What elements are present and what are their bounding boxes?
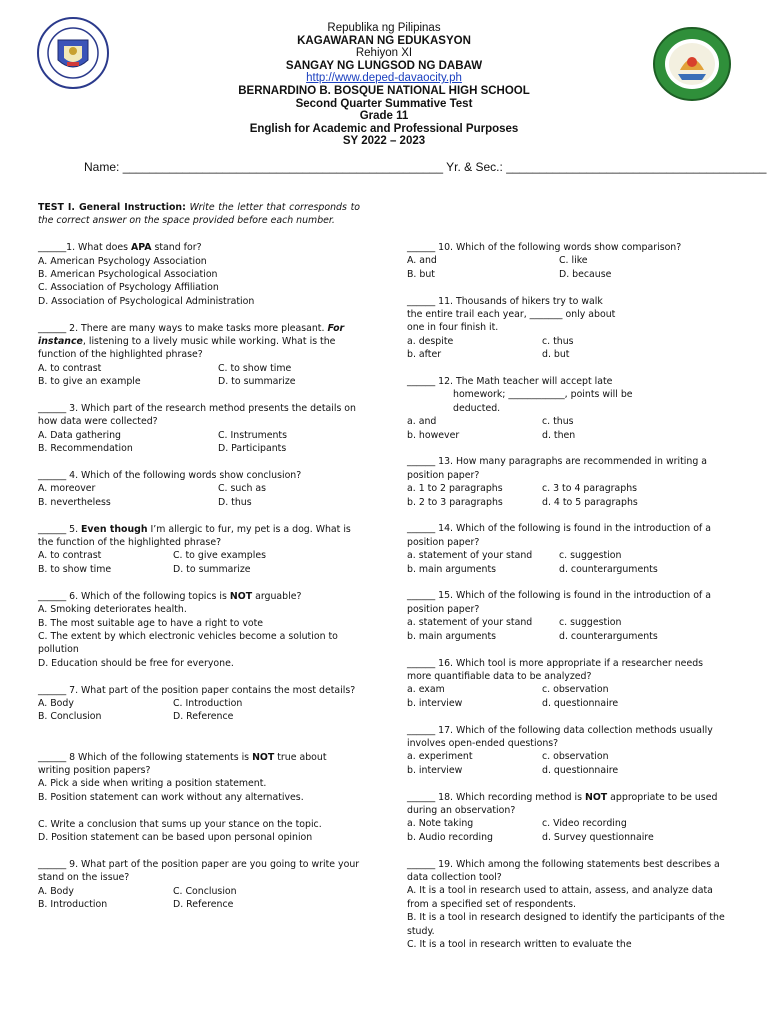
choice: C. to show time	[218, 362, 292, 374]
choice: B. but	[407, 268, 435, 280]
question-14: ______ 14. Which of the following is found in the introduction of a position paper? a. statement of your stand c. suggestion b. main arguments d. counterarguments	[407, 523, 711, 575]
answer-blank[interactable]: ______	[38, 242, 67, 254]
choice: c. thus	[542, 335, 574, 347]
answer-blank[interactable]: ______	[407, 791, 436, 803]
choice: D. thus	[218, 496, 252, 508]
answer-blank[interactable]: ______	[407, 376, 436, 388]
choice: B. Conclusion	[38, 711, 102, 723]
choice: A. to contrast	[38, 362, 102, 374]
choice: C. Conclusion	[173, 885, 237, 897]
choice: B. American Psychological Association	[38, 269, 218, 281]
choice: A. and	[407, 255, 437, 267]
answer-blank[interactable]: ______	[38, 751, 67, 763]
header-division: SANGAY NG LUNGSOD NG DABAW	[285, 59, 483, 72]
section-line-field[interactable]: _______________________________________	[506, 160, 767, 174]
answer-blank[interactable]: ______	[38, 590, 67, 602]
section-label: Yr. & Sec.:	[446, 160, 503, 174]
question-13: ______ 13. How many paragraphs are recommended in writing a position paper? a. 1 to 2 paragraphs c. 3 to 4 paragraphs b. 2 to 3 paragraphs d. 4 to 5 paragraphs	[407, 456, 707, 508]
question-2: ______ 2. There are many ways to make tasks more pleasant. For instance, listening to a lively music while working. What is the function of the highlighted phrase? A. to contrast C. to show time B. to give an example D. to summarize	[38, 322, 345, 388]
choice: c. observation	[542, 751, 609, 763]
choice: b. main arguments	[407, 563, 497, 575]
choice: D. to summarize	[173, 563, 251, 575]
question-17: ______ 17. Which of the following data collection methods usually involves open-ended questions? a. experiment c. observation b. interview d. questionnaire	[407, 724, 713, 776]
header-region: Rehiyon XI	[355, 47, 413, 60]
choice: A. American Psychology Association	[38, 255, 207, 267]
name-line-field[interactable]: ________________________________________________	[122, 160, 444, 174]
choice: d. 4 to 5 paragraphs	[542, 496, 638, 508]
choice: A. moreover	[38, 483, 96, 495]
left-column	[38, 201, 360, 911]
general-instruction	[38, 201, 360, 228]
choice: A. Data gathering	[38, 429, 122, 441]
answer-blank[interactable]: ______	[407, 724, 436, 736]
answer-blank[interactable]: ______	[38, 322, 67, 334]
header-department: KAGAWARAN NG EDUKASYON	[297, 34, 471, 47]
choice: C. like	[559, 255, 588, 267]
choice: d. counterarguments	[559, 563, 658, 575]
answer-blank[interactable]: ______	[407, 657, 436, 669]
question-9: ______ 9. What part of the position paper are you going to write your stand on the issue? A. Body C. Conclusion B. Introduction D. Reference	[38, 858, 360, 910]
header-school-year: SY 2022 – 2023	[342, 135, 426, 148]
choice: D. Participants	[218, 443, 287, 455]
choice: c. suggestion	[559, 617, 622, 629]
choice: A. Smoking deteriorates health.	[38, 604, 187, 616]
choice: c. thus	[542, 416, 574, 428]
choice: B. The most suitable age to have a right to vote	[38, 617, 264, 629]
question-7: ______ 7. What part of the position paper contains the most details? A. Body C. Introduction B. Conclusion D. Reference	[38, 684, 356, 723]
choice: A. Pick a side when writing a position statement.	[38, 778, 267, 790]
choice: a. experiment	[407, 751, 473, 763]
choice: a. and	[407, 416, 437, 428]
choice: a. Note taking	[407, 818, 474, 830]
header-website-link[interactable]: http://www.deped-davaocity.ph	[306, 72, 462, 85]
choice: D. Education should be free for everyone.	[38, 657, 234, 669]
choice: A. Body	[38, 697, 74, 709]
header-subject: English for Academic and Professional Purposes	[249, 122, 519, 135]
choice: d. questionnaire	[542, 764, 619, 776]
answer-blank[interactable]: ______	[38, 684, 67, 696]
choice: C. to give examples	[173, 550, 266, 562]
choice: C. It is a tool in research written to evaluate the	[407, 938, 632, 950]
question-12: ______ 12. The Math teacher will accept late homework; ____________, points will be deducted. a. and c. thus b. however d. then	[407, 376, 633, 441]
question-3: ______ 3. Which part of the research method presents the details on how data were collected? A. Data gathering C. Instruments B. Recommendation D. Participants	[38, 403, 356, 455]
question-11: ______ 11. Thousands of hikers try to walk the entire trail each year, _______ only about one in four finish it. a. despite c. thus b. after d. but	[407, 295, 616, 361]
question-18: ______ 18. Which recording method is NOT appropriate to be used during an observation? a. Note taking c. Video recording b. Audio recording d. Survey questionnaire	[407, 791, 718, 843]
choice: c. suggestion	[559, 550, 622, 562]
answer-blank[interactable]: ______	[407, 242, 436, 253]
choice: a. statement of your stand	[407, 617, 533, 629]
answer-blank[interactable]: ______	[407, 523, 436, 535]
choice: B. Introduction	[38, 898, 108, 910]
header-test-title: Second Quarter Summative Test	[295, 97, 473, 110]
instruction-text: Write the letter that corresponds to the correct answer on the space provided before each number.	[38, 202, 361, 227]
choice: d. but	[542, 349, 570, 361]
choice: b. Audio recording	[407, 831, 493, 843]
answer-blank[interactable]: ______	[38, 470, 67, 482]
choice: d. Survey questionnaire	[542, 831, 654, 843]
choice: B. Recommendation	[38, 443, 133, 455]
choice: B. It is a tool in research designed to identify the participants of the study.	[407, 912, 725, 937]
question-15: ______ 15. Which of the following is found in the introduction of a position paper? a. statement of your stand c. suggestion b. main arguments d. counterarguments	[407, 590, 711, 642]
choice: b. main arguments	[407, 630, 497, 642]
choice: B. nevertheless	[38, 496, 111, 508]
question-1: ______1. What does APA stand for? A. American Psychology Association B. American Psychological Association C. Association of Psychology Affiliation D. Association of Psychological Administration	[38, 241, 360, 308]
header-grade: Grade 11	[359, 110, 409, 123]
choice: D. Association of Psychological Administration	[38, 295, 255, 307]
choice: a. statement of your stand	[407, 550, 533, 562]
answer-blank[interactable]: ______	[38, 523, 67, 535]
question-16: ______ 16. Which tool is more appropriate if a researcher needs more quantifiable data to be analyzed? a. exam c. observation b. interview d. questionnaire	[407, 657, 704, 709]
choice: C. Instruments	[218, 429, 287, 441]
answer-blank[interactable]: ______	[38, 858, 67, 870]
choice: C. Write a conclusion that sums up your stance on the topic.	[38, 818, 322, 830]
choice: d. counterarguments	[559, 630, 658, 642]
choice: B. to give an example	[38, 376, 141, 388]
header-republic: Republika ng Pilipinas	[327, 22, 441, 34]
choice: c. 3 to 4 paragraphs	[542, 483, 638, 495]
choice: d. questionnaire	[542, 697, 619, 709]
right-column	[407, 241, 727, 951]
choice: B. Position statement can work without any alternatives.	[38, 791, 304, 803]
choice: D. Position statement can be based upon personal opinion	[38, 831, 313, 843]
choice: B. to show time	[38, 563, 112, 575]
instruction-label: TEST I. General Instruction:	[38, 202, 186, 213]
choice: a. exam	[407, 684, 445, 696]
question-19: ______ 19. Which among the following statements best describes a data collection tool? A. It is a tool in research used to attain, assess, and analyze data from a specified set of respondents. B. It is a tool in research designed to identify the participants of the study. C. It is a tool in research written to evaluate the	[407, 858, 727, 952]
choice: A. to contrast	[38, 550, 102, 562]
answer-blank[interactable]: ______	[407, 456, 436, 468]
question-5: ______ 5. Even though I’m allergic to fur, my pet is a dog. What is the function of the highlighted phrase? A. to contrast C. to give examples B. to show time D. to summarize	[38, 523, 351, 575]
name-section-row	[84, 160, 767, 174]
answer-blank[interactable]: ______	[38, 403, 67, 415]
choice: c. Video recording	[542, 818, 627, 830]
choice: D. Reference	[173, 711, 234, 723]
choice: d. then	[542, 429, 576, 441]
choice: a. 1 to 2 paragraphs	[407, 483, 503, 495]
choice: C. Association of Psychology Affiliation	[38, 282, 219, 294]
choice: A. Body	[38, 885, 74, 897]
question-4: ______ 4. Which of the following words show conclusion? A. moreover C. such as B. nevertheless D. thus	[38, 470, 302, 508]
answer-blank[interactable]: ______	[407, 590, 436, 602]
choice: D. to summarize	[218, 376, 296, 388]
question-10: ______ 10. Which of the following words show comparison? A. and C. like B. but D. because	[407, 242, 682, 280]
answer-blank[interactable]: ______	[407, 295, 436, 307]
choice: A. It is a tool in research used to attain, assess, and analyze data from a specified set of respondents.	[407, 885, 713, 910]
choice: b. interview	[407, 764, 463, 776]
choice: b. however	[407, 429, 460, 441]
name-label: Name:	[84, 160, 120, 174]
choice: D. because	[559, 268, 612, 280]
answer-blank[interactable]: ______	[407, 858, 436, 870]
choice: C. such as	[218, 483, 267, 495]
choice: c. observation	[542, 684, 609, 696]
question-6: ______ 6. Which of the following topics is NOT arguable? A. Smoking deteriorates health. B. The most suitable age to have a right to vote C. The extent by which electronic vehicles become a solution to pollution D. Education should be free for everyone.	[38, 590, 360, 670]
question-8: ______ 8 Which of the following statements is NOT true about writing position papers? A. Pick a side when writing a position statement. B. Position statement can work without any alternatives. C. Write a conclusion that sums up your stance on the topic. D. Position statement can be based upon personal opinion	[38, 751, 360, 845]
choice: C. The extent by which electronic vehicles become a solution to pollution	[38, 630, 338, 656]
choice: a. despite	[407, 335, 454, 347]
choice: D. Reference	[173, 898, 234, 910]
choice: C. Introduction	[173, 697, 243, 709]
document-header	[0, 22, 768, 148]
choice: b. 2 to 3 paragraphs	[407, 496, 503, 508]
choice: b. after	[407, 349, 442, 361]
header-school-name: BERNARDINO B. BOSQUE NATIONAL HIGH SCHOOL	[238, 84, 530, 97]
choice: b. interview	[407, 697, 463, 709]
